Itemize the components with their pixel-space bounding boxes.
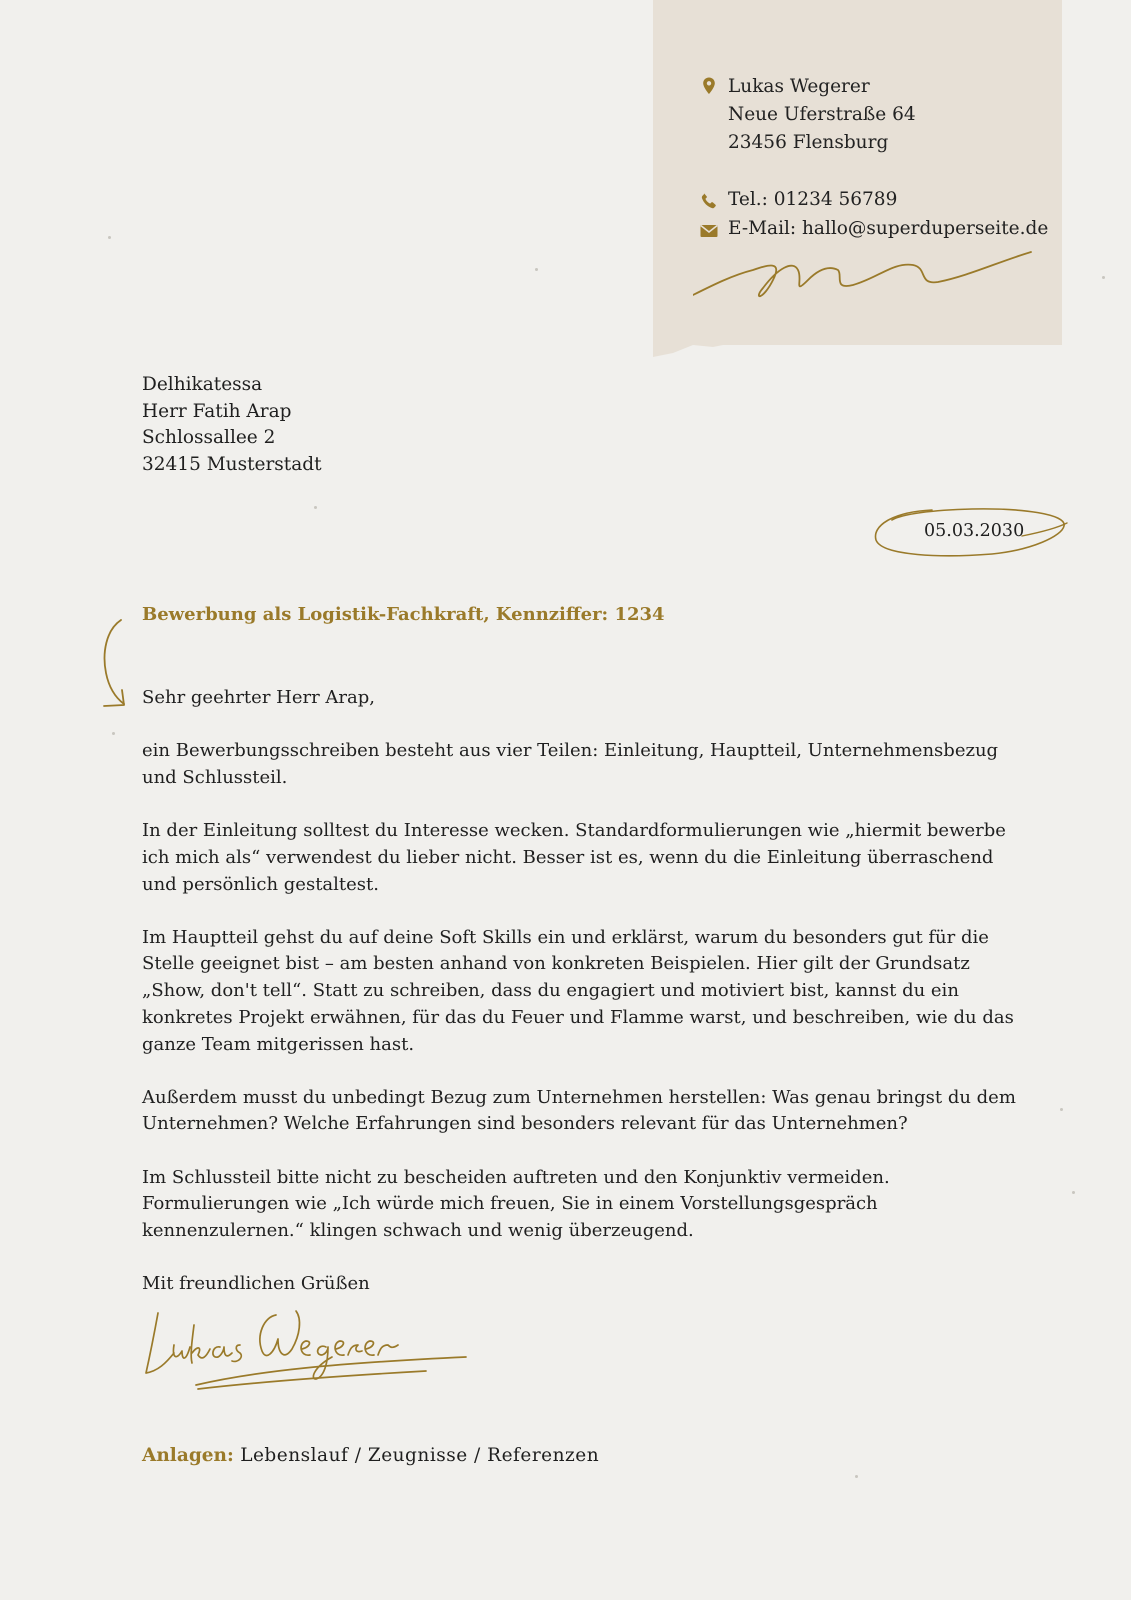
torn-paper-edge [653, 331, 1062, 357]
body-paragraph: In der Einleitung solltest du Interesse wecken. Standardformulierungen wie „hiermit bewerbe ich mich als“ verwendest du lieber nicht. Besser ist es, wenn du die Einleitung überraschend und persönlich gestaltest. [142, 820, 1006, 895]
phone-icon [699, 191, 719, 211]
body-paragraph: ein Bewerbungsschreiben besteht aus vier Teilen: Einleitung, Hauptteil, Unternehmensbezug und Schlussteil. [142, 740, 999, 788]
paper-speck [1072, 1191, 1075, 1194]
body-paragraph: Außerdem musst du unbedingt Bezug zum Unternehmen herstellen: Was genau bringst du dem Unternehmen? Welche Erfahrungen sind besonders relevant für das Unternehmen? [142, 1086, 1016, 1135]
recipient-address [142, 372, 322, 478]
recipient-street: Schlossallee 2 [142, 427, 276, 448]
sender-city: 23456 Flensburg [728, 132, 889, 153]
paper-speck [314, 506, 317, 509]
body-paragraph: Im Hauptteil gehst du auf deine Soft Skills ein und erklärst, warum du besonders gut für die Stelle geeignet bist – am besten anhand von konkreten Beispielen. Hier gilt der Grundsatz „Show, don't tell“. Statt zu schreiben, dass du engagiert und motiviert bist, kannst du ein konkretes Projekt erwähnen, für das du Feuer und Flamme warst, und beschreiben, wie du das ganze Team mitgerissen hast. [142, 926, 1014, 1055]
sender-street: Neue Uferstraße 64 [728, 104, 916, 125]
paper-speck [535, 268, 538, 271]
paper-speck [1102, 276, 1105, 279]
letter-subject: Bewerbung als Logistik-Fachkraft, Kennziffer: 1234 [142, 604, 665, 625]
decorative-scribble [693, 240, 1033, 310]
mail-icon [699, 221, 719, 241]
location-pin-icon [699, 76, 719, 96]
body-paragraph: Im Schlussteil bitte nicht zu bescheiden auftreten und den Konjunktiv vermeiden. Formulierungen wie „Ich würde mich freuen, Sie in einem Vorstellungsgespräch kennenzulernen.“ klingen schwach und wenig überzeugend. [142, 1166, 890, 1242]
letter-date: 05.03.2030 [924, 521, 1025, 541]
salutation: Sehr geehrter Herr Arap, [142, 687, 375, 708]
recipient-contact: Herr Fatih Arap [142, 400, 292, 422]
sender-phone: Tel.: 01234 56789 [728, 189, 898, 210]
sender-info-box [653, 0, 1062, 345]
recipient-company: Delhikatessa [142, 374, 263, 395]
sender-name: Lukas Wegerer [728, 76, 870, 97]
paper-speck [1060, 1108, 1063, 1111]
letter-body [142, 685, 1022, 1324]
sender-email: E-Mail: hallo@superduperseite.de [728, 218, 1049, 239]
paper-speck [112, 732, 115, 735]
curved-arrow-icon [96, 618, 136, 710]
paper-speck [855, 1475, 858, 1478]
attachments-label: Anlagen: [142, 1445, 234, 1466]
date-block [872, 506, 1072, 562]
handwritten-signature [136, 1305, 486, 1415]
recipient-city: 32415 Musterstadt [142, 453, 322, 475]
paper-speck [108, 236, 111, 239]
attachments-line [142, 1445, 599, 1466]
closing: Mit freundlichen Grüßen [142, 1273, 370, 1295]
attachments-items: Lebenslauf / Zeugnisse / Referenzen [240, 1445, 600, 1466]
